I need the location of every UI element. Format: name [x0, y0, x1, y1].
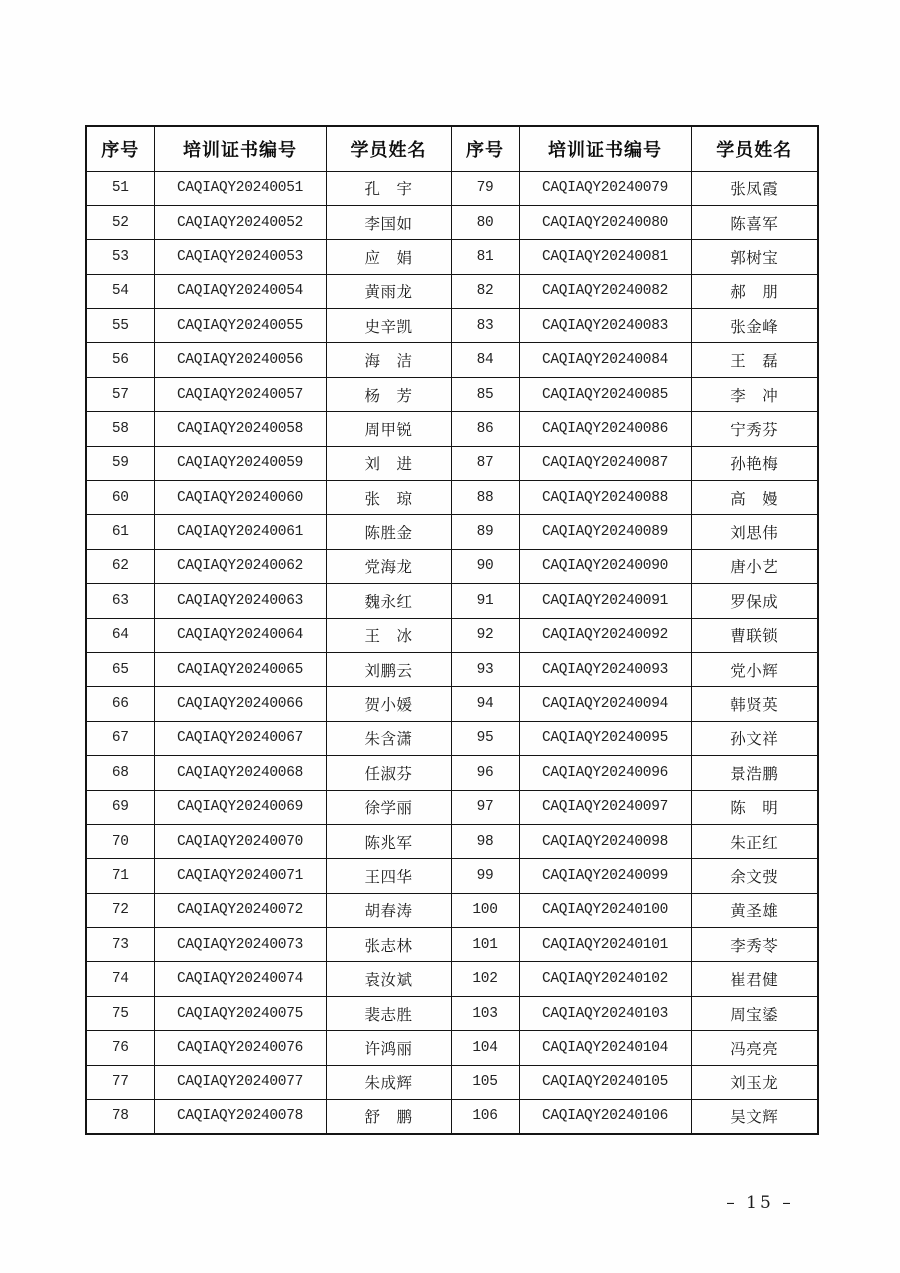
student-name: 魏永红 — [326, 584, 451, 618]
student-name: 杨 芳 — [326, 377, 451, 411]
student-name: 李 冲 — [691, 377, 818, 411]
header-name-right: 学员姓名 — [691, 126, 818, 171]
table-row — [86, 756, 818, 790]
serial-number: 55 — [86, 309, 154, 343]
student-name: 陈喜军 — [691, 205, 818, 239]
certificate-number: CAQIAQY20240083 — [519, 309, 691, 343]
student-name: 胡春涛 — [326, 893, 451, 927]
student-name: 许鸿丽 — [326, 1031, 451, 1065]
certificate-number: CAQIAQY20240095 — [519, 721, 691, 755]
certificate-number: CAQIAQY20240071 — [154, 859, 326, 893]
serial-number: 63 — [86, 584, 154, 618]
certificate-number: CAQIAQY20240104 — [519, 1031, 691, 1065]
serial-number: 80 — [451, 205, 519, 239]
certificate-number: CAQIAQY20240051 — [154, 171, 326, 205]
student-name: 宁秀芬 — [691, 412, 818, 446]
student-name: 周宝鋈 — [691, 996, 818, 1030]
certificate-number: CAQIAQY20240080 — [519, 205, 691, 239]
table-body — [86, 171, 818, 1134]
student-name: 崔君健 — [691, 962, 818, 996]
header-serial-left: 序号 — [86, 126, 154, 171]
serial-number: 86 — [451, 412, 519, 446]
student-name: 冯亮亮 — [691, 1031, 818, 1065]
serial-number: 102 — [451, 962, 519, 996]
serial-number: 95 — [451, 721, 519, 755]
certificate-number: CAQIAQY20240079 — [519, 171, 691, 205]
serial-number: 96 — [451, 756, 519, 790]
table-row — [86, 515, 818, 549]
student-name: 黄圣雄 — [691, 893, 818, 927]
certificate-number: CAQIAQY20240077 — [154, 1065, 326, 1099]
certificate-number: CAQIAQY20240052 — [154, 205, 326, 239]
certificate-number: CAQIAQY20240074 — [154, 962, 326, 996]
certificate-number: CAQIAQY20240096 — [519, 756, 691, 790]
student-name: 刘 进 — [326, 446, 451, 480]
student-name: 罗保成 — [691, 584, 818, 618]
serial-number: 68 — [86, 756, 154, 790]
student-name: 黄雨龙 — [326, 274, 451, 308]
header-certificate-left: 培训证书编号 — [154, 126, 326, 171]
certificate-number: CAQIAQY20240101 — [519, 928, 691, 962]
serial-number: 103 — [451, 996, 519, 1030]
student-name: 刘思伟 — [691, 515, 818, 549]
serial-number: 74 — [86, 962, 154, 996]
serial-number: 94 — [451, 687, 519, 721]
student-name: 孔 宇 — [326, 171, 451, 205]
table-row — [86, 996, 818, 1030]
table-row — [86, 687, 818, 721]
table-row — [86, 1100, 818, 1134]
certificate-number: CAQIAQY20240085 — [519, 377, 691, 411]
certificate-number: CAQIAQY20240073 — [154, 928, 326, 962]
student-name: 余文弢 — [691, 859, 818, 893]
certificate-number: CAQIAQY20240081 — [519, 240, 691, 274]
student-name: 孙文祥 — [691, 721, 818, 755]
student-name: 裴志胜 — [326, 996, 451, 1030]
student-name: 党海龙 — [326, 549, 451, 583]
student-name: 刘鹏云 — [326, 652, 451, 686]
certificate-number: CAQIAQY20240055 — [154, 309, 326, 343]
table-row — [86, 859, 818, 893]
table-row — [86, 446, 818, 480]
student-name: 景浩鹏 — [691, 756, 818, 790]
certificate-number: CAQIAQY20240103 — [519, 996, 691, 1030]
serial-number: 99 — [451, 859, 519, 893]
certificate-number: CAQIAQY20240105 — [519, 1065, 691, 1099]
serial-number: 100 — [451, 893, 519, 927]
serial-number: 105 — [451, 1065, 519, 1099]
certificate-number: CAQIAQY20240098 — [519, 824, 691, 858]
student-name: 史辛凯 — [326, 309, 451, 343]
student-name: 曹联锁 — [691, 618, 818, 652]
certificate-number: CAQIAQY20240057 — [154, 377, 326, 411]
serial-number: 87 — [451, 446, 519, 480]
certificate-number: CAQIAQY20240059 — [154, 446, 326, 480]
serial-number: 70 — [86, 824, 154, 858]
serial-number: 77 — [86, 1065, 154, 1099]
serial-number: 60 — [86, 481, 154, 515]
table-row — [86, 205, 818, 239]
student-name: 吴文辉 — [691, 1100, 818, 1134]
student-name: 朱含潇 — [326, 721, 451, 755]
certificate-number: CAQIAQY20240091 — [519, 584, 691, 618]
table-row — [86, 824, 818, 858]
student-name: 张志林 — [326, 928, 451, 962]
certificate-number: CAQIAQY20240066 — [154, 687, 326, 721]
certificate-number: CAQIAQY20240078 — [154, 1100, 326, 1134]
table-row — [86, 721, 818, 755]
student-name: 陈兆军 — [326, 824, 451, 858]
student-name: 任淑芬 — [326, 756, 451, 790]
student-name: 郝 朋 — [691, 274, 818, 308]
serial-number: 78 — [86, 1100, 154, 1134]
table-row — [86, 618, 818, 652]
serial-number: 92 — [451, 618, 519, 652]
serial-number: 65 — [86, 652, 154, 686]
serial-number: 98 — [451, 824, 519, 858]
certificate-number: CAQIAQY20240097 — [519, 790, 691, 824]
serial-number: 90 — [451, 549, 519, 583]
student-name: 唐小艺 — [691, 549, 818, 583]
certificate-number: CAQIAQY20240065 — [154, 652, 326, 686]
table-row — [86, 481, 818, 515]
student-name: 韩贤英 — [691, 687, 818, 721]
certificate-number: CAQIAQY20240053 — [154, 240, 326, 274]
student-name: 高 嫚 — [691, 481, 818, 515]
student-name: 孙艳梅 — [691, 446, 818, 480]
serial-number: 104 — [451, 1031, 519, 1065]
certificate-number: CAQIAQY20240064 — [154, 618, 326, 652]
serial-number: 83 — [451, 309, 519, 343]
table-row — [86, 962, 818, 996]
serial-number: 85 — [451, 377, 519, 411]
serial-number: 81 — [451, 240, 519, 274]
certificate-number: CAQIAQY20240063 — [154, 584, 326, 618]
serial-number: 69 — [86, 790, 154, 824]
serial-number: 97 — [451, 790, 519, 824]
certificate-number: CAQIAQY20240099 — [519, 859, 691, 893]
serial-number: 57 — [86, 377, 154, 411]
student-name: 陈 明 — [691, 790, 818, 824]
table-row — [86, 377, 818, 411]
page-number: – 15 – — [726, 1193, 794, 1213]
student-name: 张 琼 — [326, 481, 451, 515]
serial-number: 66 — [86, 687, 154, 721]
certificate-number: CAQIAQY20240058 — [154, 412, 326, 446]
certificate-number: CAQIAQY20240102 — [519, 962, 691, 996]
certificate-number: CAQIAQY20240060 — [154, 481, 326, 515]
certificate-number: CAQIAQY20240086 — [519, 412, 691, 446]
certificate-number: CAQIAQY20240087 — [519, 446, 691, 480]
header-row — [86, 126, 818, 171]
student-name: 张凤霞 — [691, 171, 818, 205]
student-name: 周甲锐 — [326, 412, 451, 446]
certificate-number: CAQIAQY20240093 — [519, 652, 691, 686]
table-row — [86, 1031, 818, 1065]
certificate-number: CAQIAQY20240070 — [154, 824, 326, 858]
certificate-roster-table — [85, 125, 819, 1135]
table-row — [86, 309, 818, 343]
serial-number: 56 — [86, 343, 154, 377]
table-row — [86, 240, 818, 274]
student-name: 舒 鹏 — [326, 1100, 451, 1134]
table-row — [86, 928, 818, 962]
student-name: 李国如 — [326, 205, 451, 239]
table-row — [86, 893, 818, 927]
certificate-number: CAQIAQY20240075 — [154, 996, 326, 1030]
certificate-number: CAQIAQY20240090 — [519, 549, 691, 583]
serial-number: 79 — [451, 171, 519, 205]
student-name: 陈胜金 — [326, 515, 451, 549]
serial-number: 76 — [86, 1031, 154, 1065]
student-name: 党小辉 — [691, 652, 818, 686]
table-row — [86, 412, 818, 446]
certificate-number: CAQIAQY20240056 — [154, 343, 326, 377]
certificate-number: CAQIAQY20240094 — [519, 687, 691, 721]
serial-number: 88 — [451, 481, 519, 515]
table-row — [86, 549, 818, 583]
student-name: 海 洁 — [326, 343, 451, 377]
student-name: 朱成辉 — [326, 1065, 451, 1099]
certificate-number: CAQIAQY20240089 — [519, 515, 691, 549]
serial-number: 91 — [451, 584, 519, 618]
table-row — [86, 343, 818, 377]
student-name: 李秀苓 — [691, 928, 818, 962]
serial-number: 73 — [86, 928, 154, 962]
student-name: 徐学丽 — [326, 790, 451, 824]
student-name: 王 磊 — [691, 343, 818, 377]
serial-number: 64 — [86, 618, 154, 652]
serial-number: 89 — [451, 515, 519, 549]
serial-number: 58 — [86, 412, 154, 446]
certificate-number: CAQIAQY20240100 — [519, 893, 691, 927]
serial-number: 59 — [86, 446, 154, 480]
header-serial-right: 序号 — [451, 126, 519, 171]
certificate-number: CAQIAQY20240106 — [519, 1100, 691, 1134]
certificate-number: CAQIAQY20240082 — [519, 274, 691, 308]
certificate-number: CAQIAQY20240061 — [154, 515, 326, 549]
student-name: 应 娟 — [326, 240, 451, 274]
header-certificate-right: 培训证书编号 — [519, 126, 691, 171]
certificate-number: CAQIAQY20240067 — [154, 721, 326, 755]
serial-number: 84 — [451, 343, 519, 377]
header-name-left: 学员姓名 — [326, 126, 451, 171]
table-row — [86, 274, 818, 308]
student-name: 王 冰 — [326, 618, 451, 652]
certificate-number: CAQIAQY20240072 — [154, 893, 326, 927]
serial-number: 72 — [86, 893, 154, 927]
table-row — [86, 584, 818, 618]
serial-number: 67 — [86, 721, 154, 755]
serial-number: 52 — [86, 205, 154, 239]
serial-number: 75 — [86, 996, 154, 1030]
student-name: 贺小媛 — [326, 687, 451, 721]
certificate-number: CAQIAQY20240069 — [154, 790, 326, 824]
certificate-number: CAQIAQY20240054 — [154, 274, 326, 308]
student-name: 刘玉龙 — [691, 1065, 818, 1099]
student-name: 袁汝斌 — [326, 962, 451, 996]
table-header — [86, 126, 818, 171]
student-name: 张金峰 — [691, 309, 818, 343]
serial-number: 82 — [451, 274, 519, 308]
serial-number: 106 — [451, 1100, 519, 1134]
serial-number: 51 — [86, 171, 154, 205]
certificate-number: CAQIAQY20240068 — [154, 756, 326, 790]
serial-number: 61 — [86, 515, 154, 549]
certificate-number: CAQIAQY20240076 — [154, 1031, 326, 1065]
table-row — [86, 790, 818, 824]
certificate-number: CAQIAQY20240092 — [519, 618, 691, 652]
serial-number: 54 — [86, 274, 154, 308]
serial-number: 93 — [451, 652, 519, 686]
serial-number: 62 — [86, 549, 154, 583]
serial-number: 101 — [451, 928, 519, 962]
table-row — [86, 652, 818, 686]
serial-number: 71 — [86, 859, 154, 893]
table-row — [86, 1065, 818, 1099]
student-name: 朱正红 — [691, 824, 818, 858]
certificate-number: CAQIAQY20240084 — [519, 343, 691, 377]
certificate-number: CAQIAQY20240062 — [154, 549, 326, 583]
student-name: 王四华 — [326, 859, 451, 893]
certificate-number: CAQIAQY20240088 — [519, 481, 691, 515]
student-name: 郭树宝 — [691, 240, 818, 274]
table-row — [86, 171, 818, 205]
serial-number: 53 — [86, 240, 154, 274]
